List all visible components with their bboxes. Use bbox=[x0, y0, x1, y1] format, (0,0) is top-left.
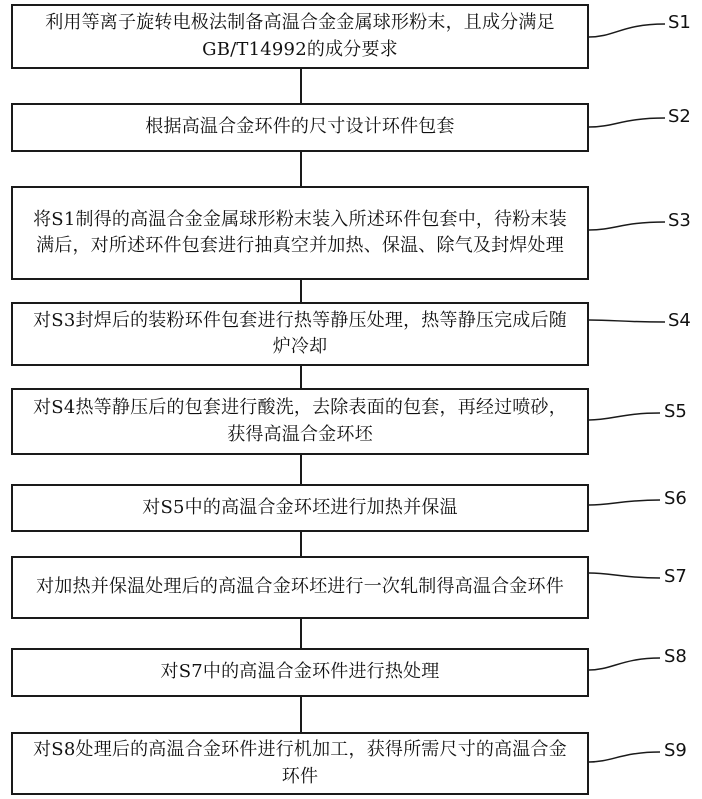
leader-line-s3 bbox=[589, 222, 665, 230]
connector-s7-s8 bbox=[300, 617, 302, 648]
step-text-s7: 对加热并保温处理后的高温合金环坯进行一次轧制得高温合金环件 bbox=[36, 576, 564, 598]
step-text-s9: 对S8处理后的高温合金环件进行机加工，获得所需尺寸的高温合金环件 bbox=[33, 739, 567, 787]
leader-line-s2 bbox=[589, 118, 665, 127]
leader-line-s4 bbox=[589, 320, 665, 322]
connector-s4-s5 bbox=[300, 364, 302, 388]
step-label-s2: S2 bbox=[668, 106, 691, 127]
connector-s6-s7 bbox=[300, 530, 302, 556]
connector-s1-s2 bbox=[300, 67, 302, 103]
step-box-s6 bbox=[11, 484, 589, 532]
step-label-s8: S8 bbox=[664, 646, 687, 667]
step-box-s1 bbox=[11, 4, 589, 69]
step-text-s1: 利用等离子旋转电极法制备高温合金金属球形粉末，且成分满足GB/T14992的成分要求 bbox=[45, 12, 555, 60]
step-label-s7: S7 bbox=[664, 566, 687, 587]
connector-s8-s9 bbox=[300, 695, 302, 732]
leader-line-s1 bbox=[589, 24, 665, 37]
leader-line-s7 bbox=[589, 573, 660, 578]
step-box-s5 bbox=[11, 388, 589, 455]
step-text-s4: 对S3封焊后的装粉环件包套进行热等静压处理，热等静压完成后随炉冷却 bbox=[33, 309, 567, 357]
step-box-s9 bbox=[11, 732, 589, 795]
connector-s2-s3 bbox=[300, 150, 302, 186]
step-box-s7 bbox=[11, 556, 589, 619]
step-box-s2 bbox=[11, 103, 589, 152]
step-label-s1: S1 bbox=[668, 12, 691, 33]
step-label-s6: S6 bbox=[664, 488, 687, 509]
step-text-s6: 对S5中的高温合金环坯进行加热并保温 bbox=[142, 496, 458, 518]
step-text-s2: 根据高温合金环件的尺寸设计环件包套 bbox=[145, 116, 455, 138]
leader-line-s9 bbox=[589, 752, 660, 762]
step-box-s3 bbox=[11, 186, 589, 280]
step-label-s3: S3 bbox=[668, 210, 691, 231]
step-text-s3: 将S1制得的高温合金金属球形粉末装入所述环件包套中，待粉末装满后，对所述环件包套进行抽真空并加热、保温、除气及封焊处理 bbox=[33, 208, 567, 256]
step-box-s8 bbox=[11, 648, 589, 697]
leader-line-s6 bbox=[589, 500, 660, 505]
step-label-s4: S4 bbox=[668, 310, 691, 331]
step-box-s4 bbox=[11, 302, 589, 366]
connector-s3-s4 bbox=[300, 278, 302, 302]
step-label-s9: S9 bbox=[664, 740, 687, 761]
step-text-s8: 对S7中的高温合金环件进行热处理 bbox=[160, 661, 440, 683]
step-text-s5: 对S4热等静压后的包套进行酸洗，去除表面的包套，再经过喷砂，获得高温合金环坯 bbox=[33, 397, 567, 445]
step-label-s5: S5 bbox=[664, 401, 687, 422]
leader-line-s5 bbox=[589, 413, 660, 420]
leader-line-s8 bbox=[589, 658, 660, 670]
connector-s5-s6 bbox=[300, 453, 302, 484]
